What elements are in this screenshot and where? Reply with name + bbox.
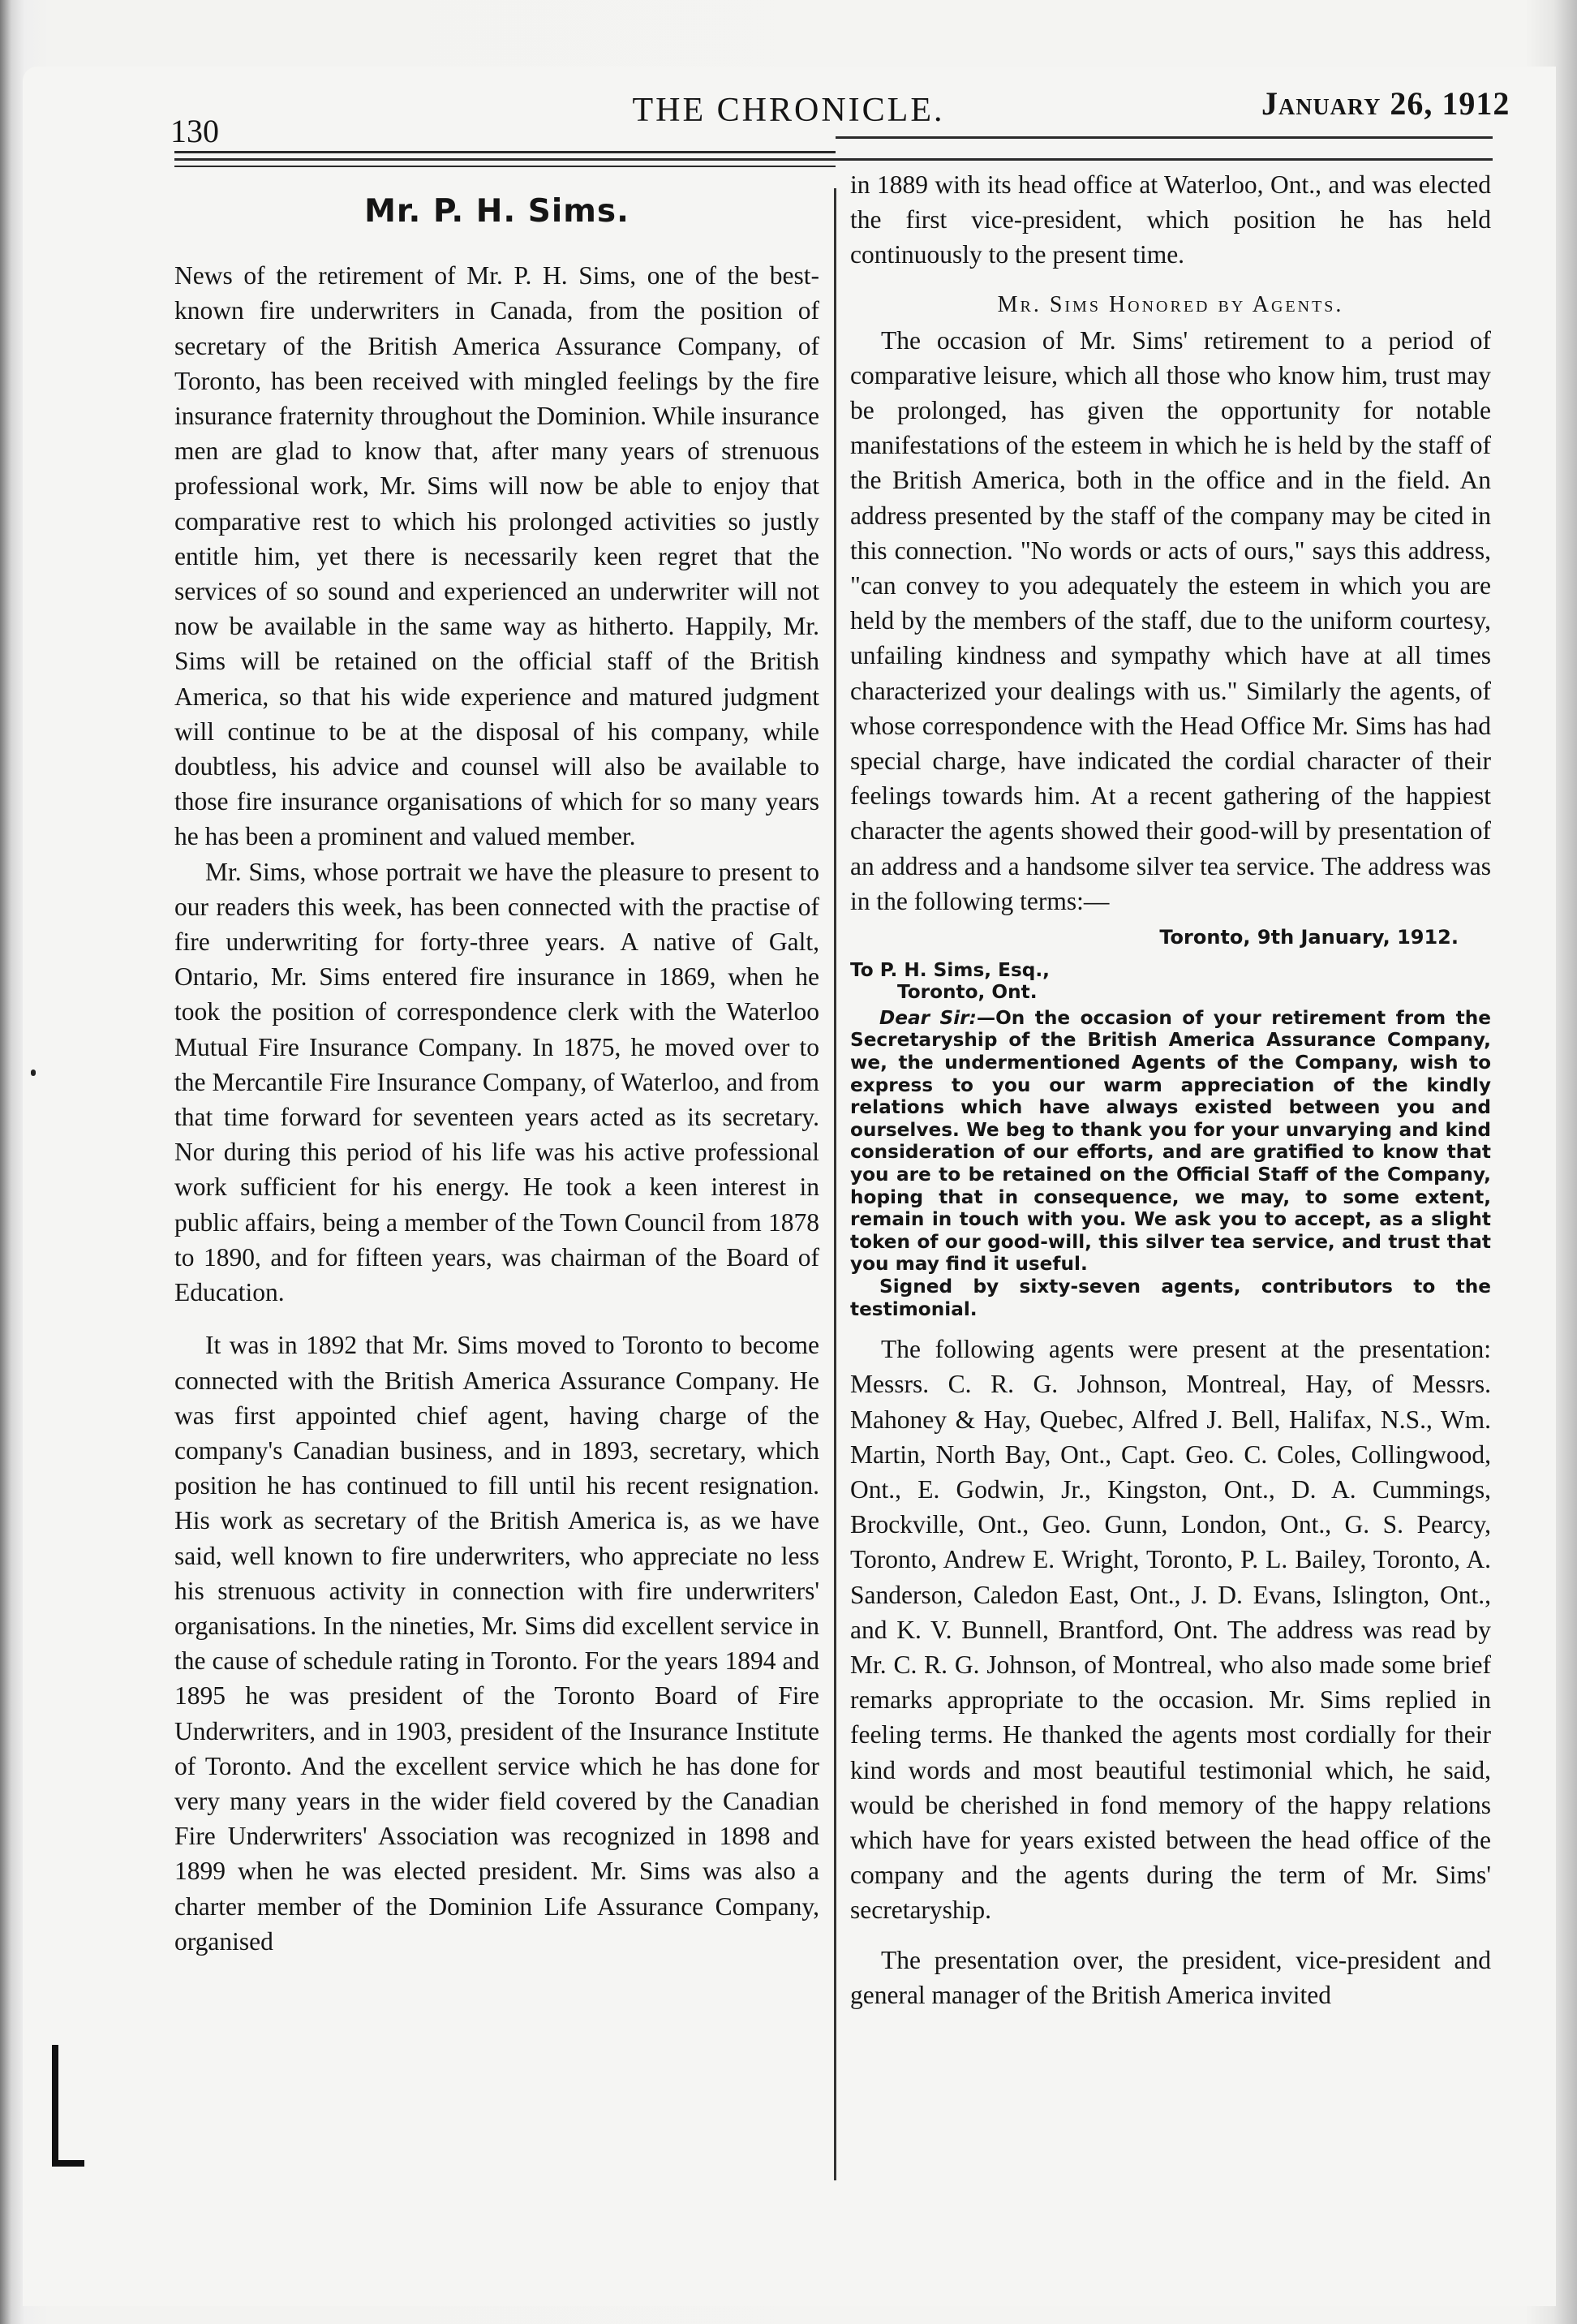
right-column bbox=[850, 167, 1491, 2012]
letter-salutation: Dear Sir: bbox=[879, 1006, 977, 1029]
header-rule-left bbox=[174, 151, 836, 153]
paragraph-agents-intro: The occasion of Mr. Sims' retirement to a period of comparative leisure, which all those who know him, trust may be prolonged, has given the opportunity for notable manifestations of the esteem in which he is held by the staff of the British America, both in the office and in the field. An address presented by the staff of the company may be cited in this connection. "No words or acts of ours," says this address, "can convey to you adequately the esteem in which you are held by the members of the staff, due to the uniform courtesy, unfailing kindness and sympathy which have at all times characterized your dealings with us." Similarly the agents, of whose correspondence with the Head Office Mr. Sims has had special charge, have indicated the cordial character of their feelings towards him. At a recent gathering of the happiest character the agents showed their good-will by presentation of an address and a handsome silver tea service. The address was in the following terms:— bbox=[850, 325, 1491, 915]
issue-date: January 26, 1912 bbox=[1261, 85, 1510, 122]
header-rule-double-1 bbox=[174, 158, 1493, 161]
binding-mark bbox=[52, 2045, 58, 2167]
header-rule-top bbox=[836, 136, 1493, 139]
paragraph-presentation: The following agents were present at the presentation: Messrs. C. R. G. Johnson, Montreal, Hay, of Messrs. Mahoney & Hay, Quebec, Alfred J. Bell, Halifax, N.S., Wm. Martin, North Bay, Ont., Capt. Geo. C. Coles, Collingwood, Ont., E. Godwin, Jr., Kingston, Ont., D. A. Cummings, Brockville, Ont., Geo. Gunn, London, Ont., G. S. Pearcy, Toronto, Andrew E. Wright, Toronto, P. L. Bailey, Toronto, A. Sanderson, Caledon East, Ont., J. D. Evans, Islington, Ont., and K. V. Bunnell, Brantford, Ont. The address was read by Mr. C. R. G. Johnson, of Montreal, who also made some brief remarks appropriate to the occasion. Mr. Sims replied in feeling terms. He thanked the agents most cordially for their kind words and most beautiful testimonial which, he said, would be cherished in fond memory of the happy relations which have for years existed between the head office of the company and the agents during the term of Mr. Sims' secretaryship. bbox=[850, 1335, 1491, 1925]
letter-body bbox=[850, 1007, 1491, 1276]
article-title: Mr. P. H. Sims. bbox=[364, 193, 630, 230]
paragraph-1: News of the retirement of Mr. P. H. Sims, one of the best-known fire underwriters in Canada, from the position of secretary of the British America Assurance Company, of Toronto, has been received with mingled feelings by the fire insurance fraternity throughout the Dominion. While insurance men are glad to know that, after many years of strenuous professional work, Mr. Sims will now be able to enjoy that comparative rest to which his prolonged activities so justly entitle him, yet there is necessarily keen regret that the services of so sound and experienced an underwriter will not now be available in the same way as hitherto. Happily, Mr. Sims will be retained on the official staff of the British America, so that his wide experience and matured judgment will continue to be at the disposal of his company, while doubtless, his advice and counsel will also be available to those fire insurance organisations of which for so many years he has been a prominent and valued member. bbox=[174, 261, 819, 851]
header-rule-double-2 bbox=[174, 166, 836, 167]
binding-mark-tick bbox=[52, 2160, 84, 2167]
column-divider bbox=[834, 188, 836, 2180]
publication-title: THE CHRONICLE. bbox=[632, 92, 945, 129]
letter-body-text: —On the occasion of your retirement from the Secretaryship of the British America Assurance Company, we, the undermentioned Agents of the Company, wish to express to you our warm appreciation of the kindly relations which have always existed between you and ourselves. We beg to thank you for your unvarying and kind consideration of our efforts, and are gratified to know that you are to be retained on the Official Staff of the Company, hoping that in consequence, we may, to some extent, remain in touch with you. We ask you to accept, as a slight token of our good-will, this silver tea service, and trust that you may find it useful. bbox=[850, 1006, 1491, 1276]
paragraph-continued: in 1889 with its head office at Waterloo, Ont., and was elected the first vice-president, which position he has held continuously to the present time. bbox=[850, 170, 1491, 269]
letter-signature: Signed by sixty-seven agents, contributors to the testimonial. bbox=[850, 1275, 1491, 1320]
letter-date: Toronto, 9th January, 1912. bbox=[1159, 926, 1459, 949]
paragraph-closing: The presentation over, the president, vice-president and general manager of the British America invited bbox=[850, 1945, 1491, 2009]
paragraph-3: It was in 1892 that Mr. Sims moved to Toronto to become connected with the British America Assurance Company. He was first appointed chief agent, having charge of the company's Canadian business, and in 1893, secretary, which position he has continued to fill until his recent resignation. His work as secretary of the British America is, as we have said, well known to fire underwriters, who appreciate no less his strenuous activity in connection with fire underwriters' organisations. In the nineties, Mr. Sims did excellent service in the cause of schedule rating in Toronto. For the years 1894 and 1895 he was president of the Toronto Board of Fire Underwriters, and in 1903, president of the Insurance Institute of Toronto. And the excellent service which he has done for very many years in the wider field covered by the Canadian Fire Underwriters' Association was recognized in 1898 and 1899 when he was elected president. Mr. Sims was also a charter member of the Dominion Life Assurance Company, organised bbox=[174, 1331, 819, 1956]
margin-mark bbox=[31, 1069, 36, 1076]
paragraph-2: Mr. Sims, whose portrait we have the pleasure to present to our readers this week, has been connected with the practise of fire underwriting for forty-three years. A native of Galt, Ontario, Mr. Sims entered fire insurance in 1869, when he took the position of correspondence clerk with the Waterloo Mutual Fire Insurance Company. In 1875, he moved over to the Mercantile Fire Insurance Company, of Waterloo, and from that time forward for seventeen years acted as its secretary. Nor during this period of his life was his active professional work sufficient for his energy. He took a keen interest in public affairs, being a member of the Town Council from 1878 to 1890, and for fifteen years, was chairman of the Board of Education. bbox=[174, 857, 819, 1307]
left-column bbox=[174, 185, 819, 1959]
letter-recipient-city: Toronto, Ont. bbox=[897, 981, 1038, 1004]
letter-recipient: To P. H. Sims, Esq., bbox=[850, 958, 1050, 981]
section-subheading: Mr. Sims Honored by Agents. bbox=[997, 291, 1344, 317]
agents-address-letter bbox=[850, 927, 1491, 1320]
page-number: 130 bbox=[170, 113, 219, 149]
